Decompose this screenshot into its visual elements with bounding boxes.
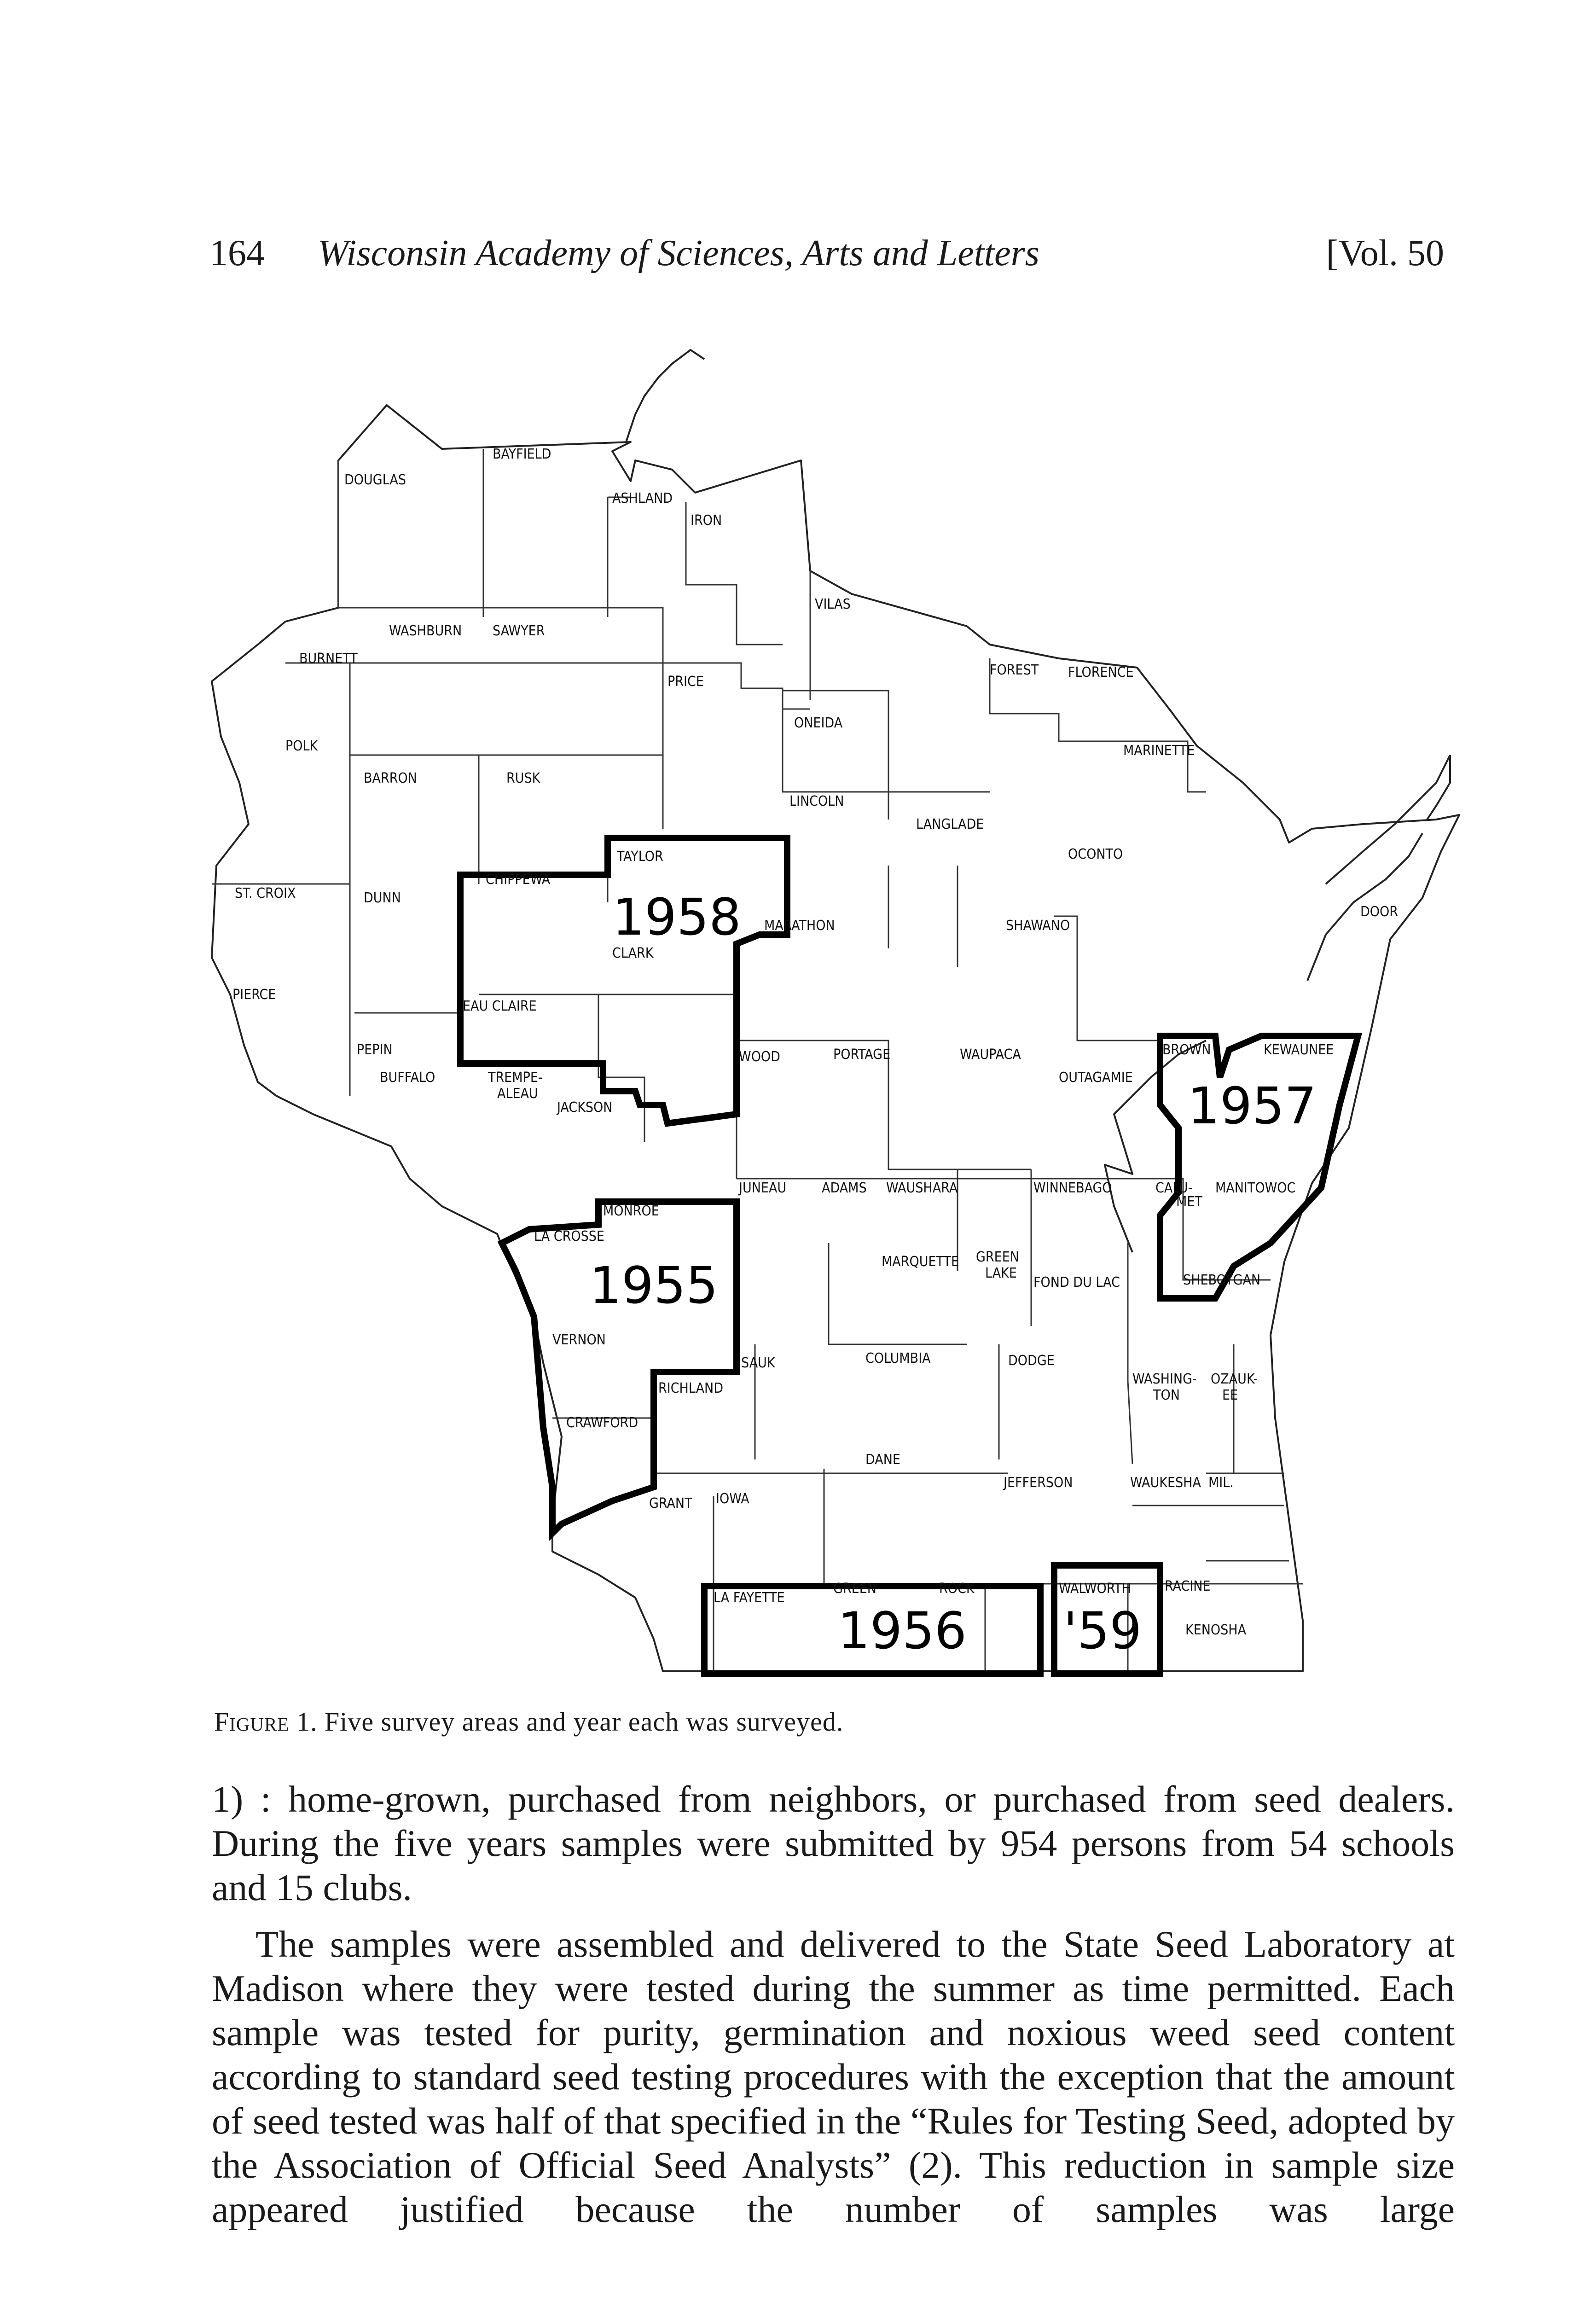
county-label: JEFFERSON [1004, 1475, 1073, 1491]
county-label: ST. CROIX [235, 885, 296, 901]
county-label: GREEN [833, 1581, 876, 1597]
county-label: MARATHON [764, 918, 835, 934]
county-label: CRAWFORD [566, 1415, 638, 1431]
county-label: WAUSHARA [886, 1180, 958, 1196]
county-label: IOWA [716, 1491, 749, 1507]
county-label: MET [1176, 1194, 1202, 1210]
county-label: VILAS [815, 596, 851, 612]
county-label: MARQUETTE [882, 1254, 959, 1270]
county-label: WINNEBAGO [1033, 1180, 1112, 1196]
year-label-1958: 1958 [612, 888, 741, 947]
county-label: DUNN [364, 890, 401, 906]
county-label: SHAWANO [1006, 918, 1070, 934]
county-label: POLK [285, 738, 318, 754]
county-label: DODGE [1008, 1353, 1055, 1369]
year-label-1956: 1956 [838, 1601, 967, 1660]
county-label: OUTAGAMIE [1059, 1070, 1133, 1086]
county-label: TON [1153, 1387, 1180, 1403]
county-label: EAU CLAIRE [463, 998, 537, 1014]
county-label: TREMPE- [488, 1070, 543, 1086]
county-label: PRICE [667, 674, 704, 690]
county-label: ASHLAND [612, 490, 673, 506]
county-label: CLARK [612, 945, 654, 961]
county-label: JUNEAU [739, 1180, 787, 1196]
county-label: EE [1222, 1387, 1238, 1403]
county-label: FOREST [990, 662, 1039, 678]
page-number: 164 [209, 233, 265, 273]
county-label: GRANT [649, 1495, 692, 1511]
county-label: ADAMS [822, 1180, 867, 1196]
county-label: LA FAYETTE [714, 1590, 785, 1606]
county-label: CALU- [1155, 1180, 1193, 1196]
county-label: WASHING- [1132, 1371, 1197, 1387]
running-head-journal-title: Wisconsin Academy of Sciences, Arts and Letters [318, 233, 1039, 273]
county-label: MIL. [1208, 1475, 1234, 1491]
county-label: DOUGLAS [344, 472, 406, 488]
county-label: SAUK [741, 1355, 775, 1371]
survey-area-1957 [1160, 1036, 1358, 1298]
year-label-1959: '59 [1063, 1601, 1142, 1660]
county-label: WAUKESHA [1130, 1475, 1201, 1491]
county-label: RUSK [506, 770, 540, 786]
county-label: KEWAUNEE [1264, 1042, 1334, 1058]
year-label-1955: 1955 [589, 1256, 718, 1315]
county-label: DOOR [1360, 904, 1399, 920]
county-label: ALEAU [497, 1086, 538, 1102]
county-label: DANE [865, 1452, 900, 1468]
county-label: FOND DU LAC [1033, 1274, 1120, 1291]
county-label: VERNON [552, 1332, 606, 1348]
county-label: KENOSHA [1185, 1622, 1247, 1638]
county-label: WOOD [739, 1049, 780, 1065]
county-label: WAUPACA [960, 1046, 1021, 1063]
county-label: CHIPPEWA [486, 872, 551, 888]
county-label: LAKE [985, 1265, 1017, 1281]
county-label: SHEBOYGAN [1183, 1272, 1261, 1288]
county-label: BUFFALO [380, 1070, 435, 1086]
county-label: JACKSON [557, 1099, 613, 1116]
wisconsin-county-map [193, 322, 1473, 1703]
county-label: MONROE [603, 1203, 659, 1219]
county-label: PORTAGE [833, 1046, 891, 1063]
county-label: TAYLOR [617, 849, 663, 865]
county-label: BAYFIELD [493, 446, 551, 462]
body-paragraph: The samples were assembled and delivered to the State Seed Laboratory at Madison where they were tested during the summer as time permitted. Each sample was tested for purity, germination and noxious weed seed content according to standard seed testing procedures with the exception that the amount of seed tested was half of that specified in the “Rules for Testing Seed, adopted by the Association of Official Seed Analysts” (2). This reduction in sample size appeared justified because the number of samples was large [212, 1923, 1455, 2230]
figure-caption-text: Five survey areas and year each was surveyed. [325, 1707, 844, 1737]
county-labels [232, 446, 1398, 1638]
county-label: IRON [691, 512, 722, 529]
county-label: COLUMBIA [865, 1350, 931, 1366]
county-label: BARRON [364, 770, 417, 786]
county-label: PIERCE [232, 987, 276, 1003]
county-label: MARINETTE [1123, 743, 1195, 759]
body-paragraph: 1) : home-grown, purchased from neighbors, or purchased from seed dealers. During the five years samples were submitted by 954 persons from 54 schools and 15 clubs. [212, 1778, 1455, 1908]
county-label: ONEIDA [794, 715, 843, 731]
year-label-1957: 1957 [1188, 1076, 1317, 1135]
county-label: LINCOLN [789, 793, 844, 809]
running-head-volume: [Vol. 50 [1326, 233, 1444, 273]
county-label: GREEN [976, 1249, 1019, 1265]
county-label: FLORENCE [1068, 664, 1134, 680]
figure-caption-label: Figure 1. [214, 1707, 318, 1737]
county-label: WASHBURN [389, 623, 462, 639]
county-label: LA CROSSE [534, 1228, 604, 1244]
county-label: WALWORTH [1059, 1581, 1132, 1597]
county-label: PEPIN [357, 1042, 393, 1058]
county-label: RACINE [1165, 1578, 1211, 1594]
county-label: MANITOWOC [1215, 1180, 1296, 1196]
county-label: SAWYER [493, 623, 545, 639]
county-label: BROWN [1162, 1042, 1211, 1058]
county-label: OZAUK- [1211, 1371, 1258, 1387]
county-label: BURNETT [299, 651, 358, 667]
county-label: OCONTO [1068, 846, 1123, 862]
figure-caption [214, 1703, 843, 1740]
county-label: ROCK [939, 1581, 975, 1597]
county-label: LANGLADE [916, 816, 984, 832]
survey-area-1955 [502, 1202, 737, 1533]
county-label: RICHLAND [658, 1380, 724, 1396]
